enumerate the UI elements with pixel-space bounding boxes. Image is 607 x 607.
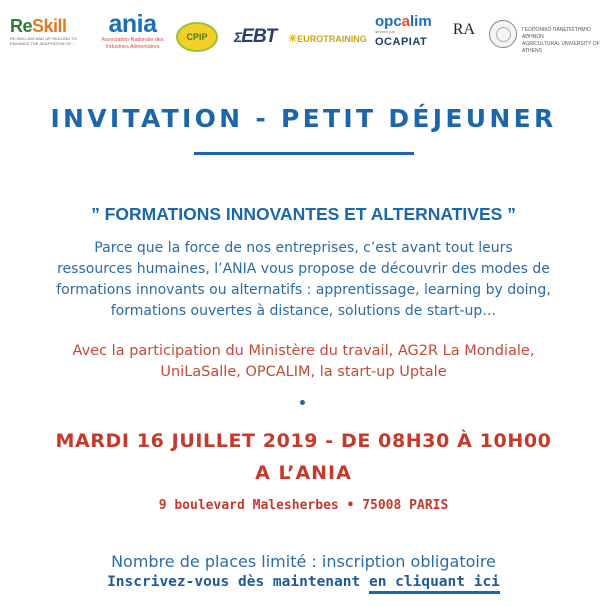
invitation-title: INVITATION - PETIT DÉJEUNER bbox=[50, 104, 557, 133]
title-underline bbox=[194, 152, 414, 155]
ebt-logo: ΣEBT bbox=[234, 26, 277, 47]
ania-logo: ania Association Nationale des Industries Alimentaires bbox=[101, 10, 164, 50]
limited-places-notice: Nombre de places limité : inscription obligatoire bbox=[111, 552, 496, 571]
registration-prefix: Inscrivez-vous dès maintenant bbox=[107, 574, 369, 590]
eurotraining-logo: ✳EUROTRAINING bbox=[288, 33, 367, 45]
address-separator: • bbox=[346, 498, 355, 513]
intro-line: Parce que la force de nos entreprises, c’est avant tout leurs bbox=[94, 240, 513, 256]
participation-line: Avec la participation du Ministère du travail, AG2R La Mondiale, bbox=[72, 343, 535, 359]
registration-link[interactable]: en cliquant ici bbox=[369, 574, 500, 594]
intro-line: formations ouvertes à distance, solutions de start-up… bbox=[110, 303, 497, 319]
participation-line: UniLaSalle, OPCALIM, la start-up Uptale bbox=[160, 364, 447, 380]
event-venue: A L’ANIA bbox=[255, 462, 352, 484]
intro-line: ressources humaines, l’ANIA vous propose de découvrir des modes de bbox=[57, 261, 550, 277]
event-address bbox=[0, 498, 607, 513]
intro-paragraph bbox=[2, 238, 605, 322]
opcalim-ocapiat-logo: opcalim devenir par OCAPIAT bbox=[375, 13, 432, 48]
address-street: 9 boulevard Malesherbes bbox=[158, 498, 339, 513]
participation-paragraph bbox=[0, 341, 607, 383]
event-date-time: MARDI 16 JUILLET 2019 - DE 08H30 À 10H00 bbox=[55, 430, 552, 452]
address-city: 75008 PARIS bbox=[362, 498, 449, 513]
separator-dot bbox=[300, 400, 305, 405]
ra-logo: RA bbox=[452, 21, 476, 38]
reskill-logo: ReSkill RE-SKILLING AND UP-SKILLING TO ENHANCE THE ADAPTATION OF ... bbox=[10, 16, 77, 46]
intro-line: formations innovants ou alternatifs : apprentissage, learning by doing, bbox=[56, 282, 551, 298]
agricultural-university-athens-logo: ΓΕΩΠΟΝΙΚΟ ΠΑΝΕΠΙΣΤΗΜΙΟ ΑΘΗΝΩΝ AGRICULTURAL UNIVERSITY OF ATHENS bbox=[489, 20, 605, 52]
registration-line bbox=[0, 574, 607, 590]
partner-logos-bar bbox=[0, 6, 607, 58]
university-seal-icon bbox=[489, 20, 517, 48]
cpip-logo: CPIP bbox=[176, 22, 218, 52]
event-subtitle: ” FORMATIONS INNOVANTES ET ALTERNATIVES ” bbox=[91, 204, 516, 224]
